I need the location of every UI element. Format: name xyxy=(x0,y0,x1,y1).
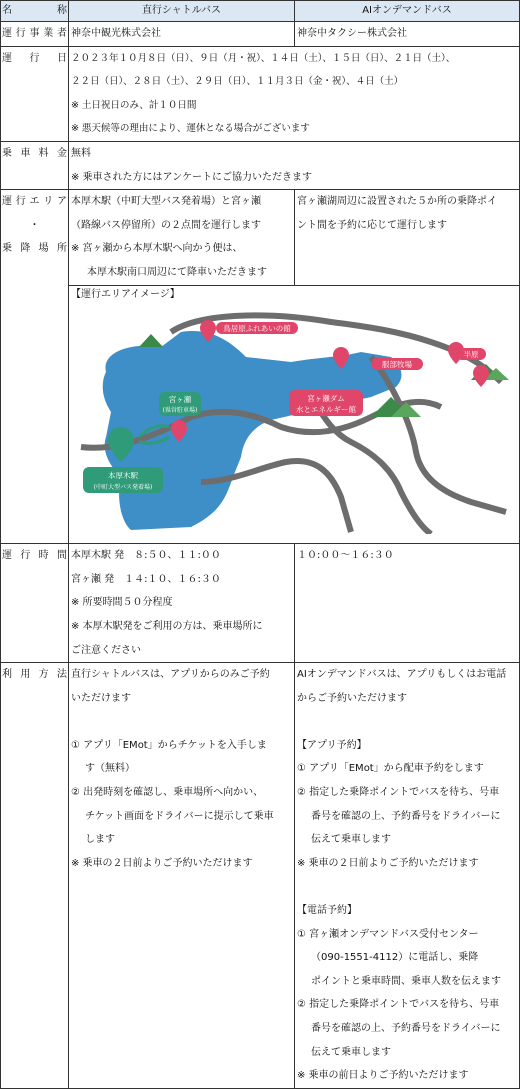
usage-line: ※ 乗車の前日よりご予約いただけます xyxy=(297,1070,469,1082)
usage-row xyxy=(1,663,520,1089)
map-label-miyagase: 宮ヶ瀬 xyxy=(168,394,192,404)
hours-line: ※ 本厚木駅発をご利用の方は、乗車場所に xyxy=(71,620,263,632)
usage-line: す（無料） xyxy=(85,763,135,775)
area-shuttle xyxy=(69,190,295,285)
operator-row xyxy=(1,22,520,47)
usage-line: （090-1551-4112）に電話し、乗降 xyxy=(311,952,479,964)
dates-content xyxy=(69,46,520,141)
usage-line: いただけます xyxy=(71,692,131,704)
usage-line: 【アプリ予約】 xyxy=(297,739,367,751)
usage-line: ① アプリ「EMot」からチケットを入手しま xyxy=(71,739,267,751)
map-label-hattori: 服部牧場 xyxy=(382,359,412,369)
operator-ondemand: 神奈中タクシー株式会社 xyxy=(295,22,520,47)
operator-label: 運行事業者 xyxy=(1,22,69,47)
hours-line: ご注意ください xyxy=(71,644,141,656)
dates-row xyxy=(1,46,520,141)
map-label-dam-sub: 水とエネルギー館 xyxy=(296,404,356,414)
area-ondemand xyxy=(295,190,520,285)
map-label-hanbara: 半原 xyxy=(463,349,479,359)
area-ondemand-line: 宮ヶ瀬湖周辺に設置された５か所の乗降ポイ xyxy=(297,196,497,208)
hours-label: 運行時間 xyxy=(1,544,69,663)
header-row xyxy=(1,1,520,22)
usage-line: ② 出発時刻を確認し、乗車場所へ向かい、 xyxy=(71,787,264,799)
header-label: 名 称 xyxy=(1,1,69,22)
fare-label: 乗車料金 xyxy=(1,141,69,189)
area-shuttle-line: 本厚木駅南口周辺にて降車いただきます xyxy=(87,266,267,278)
usage-line: 伝えて乗車します xyxy=(311,1046,391,1058)
area-label xyxy=(1,190,69,544)
usage-line: ① アプリ「EMot」から配車予約をします xyxy=(297,763,484,775)
area-shuttle-line: 本厚木駅（中町大型バス発着場）と宮ヶ瀬 xyxy=(71,196,261,208)
usage-line: ② 指定した乗降ポイントでバスを待ち、号車 xyxy=(297,999,500,1011)
usage-line: からご予約いただけます xyxy=(297,692,407,704)
area-shuttle-line: （路線バス停留所）の２点間を運行します xyxy=(71,219,261,231)
usage-line: ① 宮ヶ瀬オンデマンドバス受付センター xyxy=(297,928,479,940)
fare-content xyxy=(69,141,520,189)
map-label-dam: 宮ヶ瀬ダム xyxy=(307,393,345,403)
dates-note-2: ※ 悪天候等の理由により、運休となる場合がございます xyxy=(71,123,310,135)
usage-line: ※ 乗車の２日前よりご予約いただけます xyxy=(71,857,253,869)
dates-line-2: ２２日（日）、２８日（土）、２９日（日）、１１月３日（金・祝）、４日（土） xyxy=(71,76,404,88)
map-label-miyagase-sub: (県営駐車場) xyxy=(162,406,198,414)
usage-line: 【電話予約】 xyxy=(297,905,357,917)
dates-line-1: ２０２３年１０月８日（日）、９日（月・祝）、１４日（土）、１５日（日）、２１日（土）、 xyxy=(71,52,456,64)
area-label-mid: ・ xyxy=(29,219,40,231)
hours-row xyxy=(1,544,520,663)
area-ondemand-line: ント間を予約に応じて運行します xyxy=(297,219,447,231)
usage-line: します xyxy=(85,834,115,846)
usage-line: 直行シャトルバスは、アプリからのみご予約 xyxy=(71,669,270,681)
area-label-top: 運行エリア xyxy=(2,196,67,208)
hours-ondemand xyxy=(295,544,520,663)
usage-label: 利用方法 xyxy=(1,663,69,1089)
usage-line: チケット画面をドライバーに提示して乗車 xyxy=(85,810,274,822)
header-ondemand: AIオンデマンドバス xyxy=(295,1,520,22)
usage-line: ② 指定した乗降ポイントでバスを待ち、号車 xyxy=(297,787,500,799)
usage-line: 番号を確認の上、予約番号をドライバーに xyxy=(311,1023,501,1034)
map-label-honatsugi-sub: (中町大型バス発着場) xyxy=(93,483,153,491)
hours-line: 本厚木駅 発 ８:５０、１１:００ xyxy=(71,550,221,562)
hours-line: 宮ヶ瀬 発 １４:１０、１６:３０ xyxy=(71,573,221,585)
operator-shuttle: 神奈中観光株式会社 xyxy=(69,22,295,47)
fare-value: 無料 xyxy=(71,147,91,159)
dates-note-1: ※ 土日祝日のみ、計１０日間 xyxy=(71,99,197,111)
fare-note: ※ 乗車された方にはアンケートにご協力いただきます xyxy=(71,171,312,183)
area-row xyxy=(1,190,520,285)
dates-label: 運 行 日 xyxy=(1,46,69,141)
area-label-bottom: 乗降場所 xyxy=(2,243,67,255)
area-map xyxy=(71,302,516,534)
usage-line: AIオンデマンドバスは、アプリもしくはお電話 xyxy=(297,669,507,681)
area-shuttle-line: ※ 宮ヶ瀬から本厚木駅へ向かう便は、 xyxy=(71,243,243,255)
hours-line: ※ 所要時間５０分程度 xyxy=(71,597,173,609)
map-row xyxy=(1,285,520,544)
map-label-torii: 鳥居原ふれあいの館 xyxy=(223,323,291,333)
map-cell xyxy=(69,285,520,544)
usage-shuttle xyxy=(69,663,295,1089)
mountain-icon xyxy=(139,334,163,347)
hours-shuttle xyxy=(69,544,295,663)
map-caption: 【運行エリアイメージ】 xyxy=(71,288,180,300)
usage-line: ポイントと乗車時間、乗車人数を伝えます xyxy=(311,975,501,987)
usage-line: 番号を確認の上、予約番号をドライバーに xyxy=(311,810,501,822)
usage-ondemand xyxy=(295,663,520,1089)
fare-row xyxy=(1,141,520,189)
header-shuttle: 直行シャトルバス xyxy=(69,1,295,22)
usage-line: ※ 乗車の２日前よりご予約いただけます xyxy=(297,857,479,869)
usage-line: 伝えて乗車します xyxy=(311,834,391,846)
map-label-honatsugi: 本厚木駅 xyxy=(108,470,138,480)
hours-ondemand-value: １０:００～１６:３０ xyxy=(297,550,394,562)
